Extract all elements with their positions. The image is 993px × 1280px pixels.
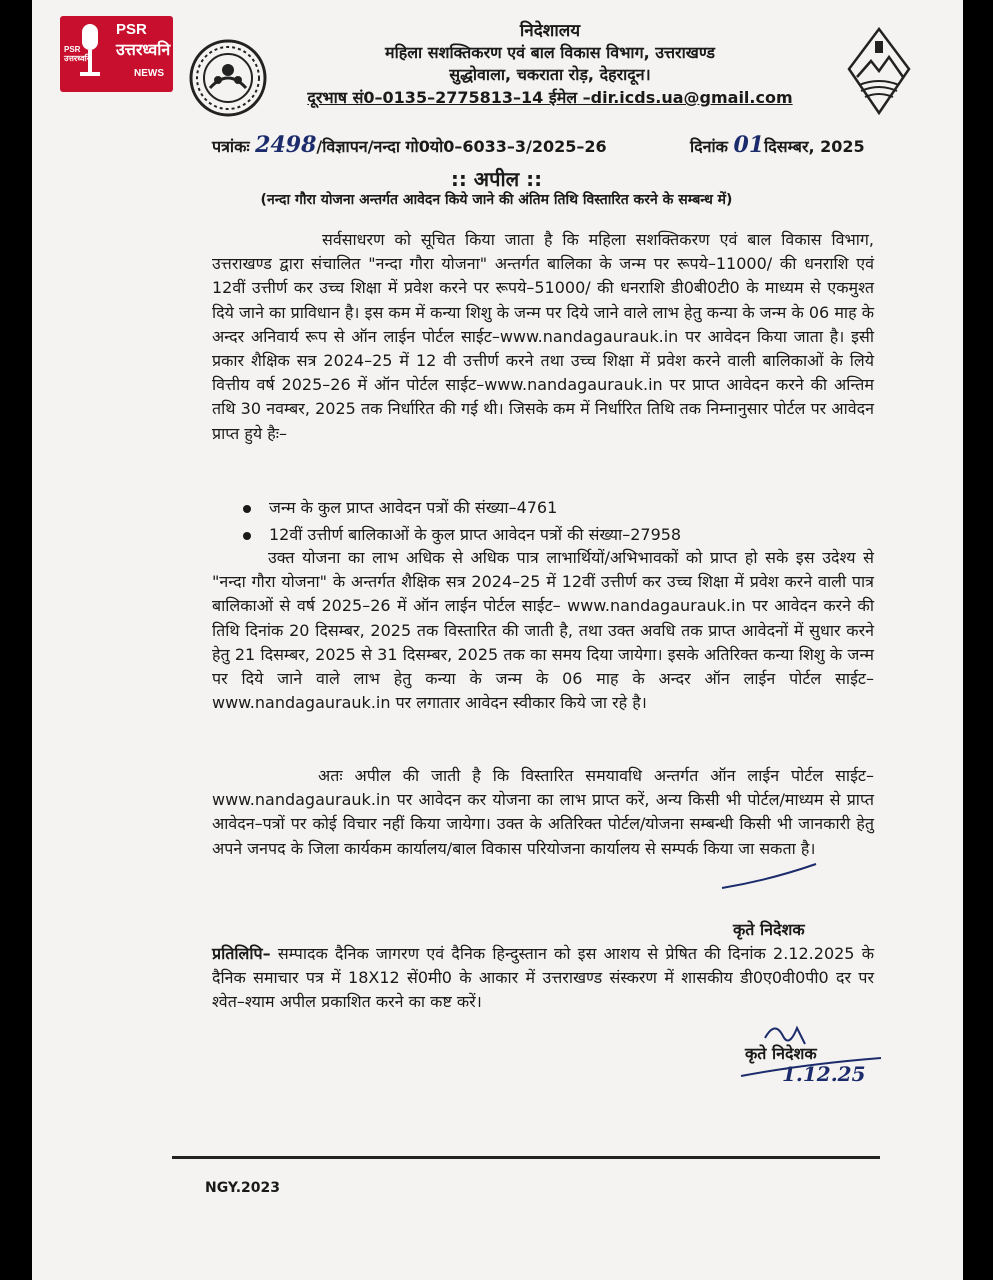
footer-divider: [172, 1156, 880, 1159]
application-count-list: [243, 494, 681, 548]
directorate-title: निदेशालय: [519, 21, 581, 41]
signature-stroke-icon: [720, 862, 820, 892]
notice-subject: (नन्दा गौरा योजना अन्तर्गत आवेदन किये जाने की अंतिम तिथि विस्तारित करने के सम्बन्ध में): [260, 192, 733, 208]
reference-label: पत्रांकः: [212, 137, 250, 156]
paragraph-2: उक्त योजना का लाभ अधिक से अधिक पात्र लाभार्थियों/अभिभावकों को प्राप्त हो सके इस उदेश्य से "नन्दा गौरा योजना" के अन्तर्गत शैक्षिक सत्र 2024–25 में 12वीं उत्तीर्ण कर उच्च शिक्षा में प्रवेश करने वाली पात्र बालिकाओं से वर्ष 2025–26 में ऑन लाईन पोर्टल साईट– www.nandagaurauk.in पर आवेदन करने की तिथि दिनांक 20 दिसम्बर, 2025 तक विस्तारित की जाती है, तथा उक्त अवधि तक प्राप्त आवेदनों में सुधार करने हेतु 21 दिसम्बर, 2025 से 31 दिसम्बर, 2025 तक का समय दिया जायेगा। इसके अतिरिक्त कन्या शिशु के जन्म पर दिये जाने वाले लाभ हेतु कन्या के जन्म के 06 माह के अन्दर ऑन लाईन पोर्टल साईट–www.nandagaurauk.in पर लगातार आवेदन स्वीकार किये जा रहे है।: [212, 548, 874, 713]
paragraph-1: सर्वसाधरण को सूचित किया जाता है कि महिला सशक्तिकरण एवं बाल विकास विभाग, उत्तराखण्ड द्वारा संचालित "नन्दा गौरा योजना" अन्तर्गत बालिका के जन्म पर रूपये–11000/ की धनराशि एवं 12वीं उत्तीर्ण कर उच्च शिक्षा में प्रवेश करने पर रूपये–51000/ की धनराशि डी0बी0टी0 के माध्यम से एकमुश्त दिये जाने का प्राविधान है। इस कम में कन्या शिशु के जन्म पर दिये जाने वाले लाभ हेतु कन्या के जन्म के 06 माह के अन्दर अनिवार्य रूप से ऑन लाईन पोर्टल साईट–www.nandagaurauk.in पर आवेदन किया जाता है। इसी प्रकार शैक्षिक सत्र 2024–25 में 12 वी उत्तीर्ण करने तथा उच्च शिक्षा में प्रवेश करने वाली बालिकाओं के लिये वित्तीय वर्ष 2025–26 में ऑन पोर्टल साईट–www.nandagaurauk.in पर प्राप्त आवेदन करने की अन्तिम तथि 30 नवम्बर, 2025 तक निर्धारित की गई थी। जिसके कम में निर्धारित तिथि तक निम्नानुसार पोर्टल पर आवेदन प्राप्त हुये हैः–: [212, 230, 874, 443]
state-emblem-icon: [847, 27, 911, 115]
list-item: जन्म के कुल प्राप्त आवेदन पत्रों की संख्या–4761: [243, 494, 681, 521]
paragraph-3: अतः अपील की जाती है कि विस्तारित समयावधि अन्तर्गत ऑन लाईन पोर्टल साईट–www.nandagaurauk.in पर आवेदन कर योजना का लाभ प्राप्त करें, अन्य किसी भी पोर्टल/माध्यम से प्राप्त आवेदन–पत्रों पर कोई विचार नहीं किया जायेगा। उक्त के अतिरिक्त पोर्टल/योजना सम्बन्धी किसी भी जानकारी हेतु अपने जनपद के जिला कार्यकम कार्यालय/बाल विकास परियोजना कार्यालय से सम्पर्क किया जा सकता है।: [212, 766, 874, 858]
mic-label: PSR उत्तरध्वनि: [64, 45, 92, 63]
signature-date-handwritten: 1.12.25: [782, 1062, 866, 1086]
signoff-for-director-2: कृते निदेशक: [745, 1044, 817, 1063]
office-address: सुद्धोवाला, चकराता रोड़, देहरादून।: [449, 65, 651, 84]
reference-date: [690, 132, 865, 158]
brand-news-label: NEWS: [134, 68, 164, 79]
department-name: महिला सशक्तिकरण एवं बाल विकास विभाग, उत्तराखण्ड: [385, 43, 715, 62]
contact-details: दूरभाष सं0–0135–2775813–14 ईमेल –dir.icds.ua@gmail.com: [307, 88, 793, 107]
news-watermark-logo: [60, 16, 173, 92]
reference-number-handwritten: 2498: [255, 132, 317, 158]
notice-title: :: अपील ::: [450, 167, 543, 191]
signoff-for-director: कृते निदेशक: [733, 920, 805, 939]
date-text: दिसम्बर, 2025: [764, 137, 865, 156]
reference-line: [212, 132, 607, 158]
brand-name: PSR: [116, 21, 147, 38]
list-item: 12वीं उत्तीर्ण बालिकाओं के कुल प्राप्त आवेदन पत्रों की संख्या–27958: [243, 521, 681, 548]
date-handwritten: 01: [733, 132, 765, 158]
reference-text: /विज्ञापन/नन्दा गो0यो0–6033–3/2025–26: [316, 137, 607, 156]
copy-label: प्रतिलिपि–: [212, 944, 271, 963]
department-emblem-icon: [188, 38, 268, 118]
brand-name-hindi: उत्तरध्वनि: [116, 40, 171, 59]
copy-text: सम्पादक दैनिक जागरण एवं दैनिक हिन्दुस्तान को इस आशय से प्रेषित की दिनांक 2.12.2025 के दैनिक समाचार पत्र में 18X12 सें0मी0 के आकार में उत्तराखण्ड संस्करण में शासकीय डी0ए0वी0पी0 दर पर श्वेत–श्याम अपील प्रकाशित करने का कष्ट करें।: [212, 944, 875, 1012]
bullet-icon: [243, 505, 251, 513]
document-code: NGY.2023: [205, 1180, 281, 1196]
bullet-icon: [243, 532, 251, 540]
date-label: दिनांक: [690, 137, 728, 156]
copy-to-paragraph: [212, 942, 874, 1015]
letterhead: [290, 20, 810, 110]
